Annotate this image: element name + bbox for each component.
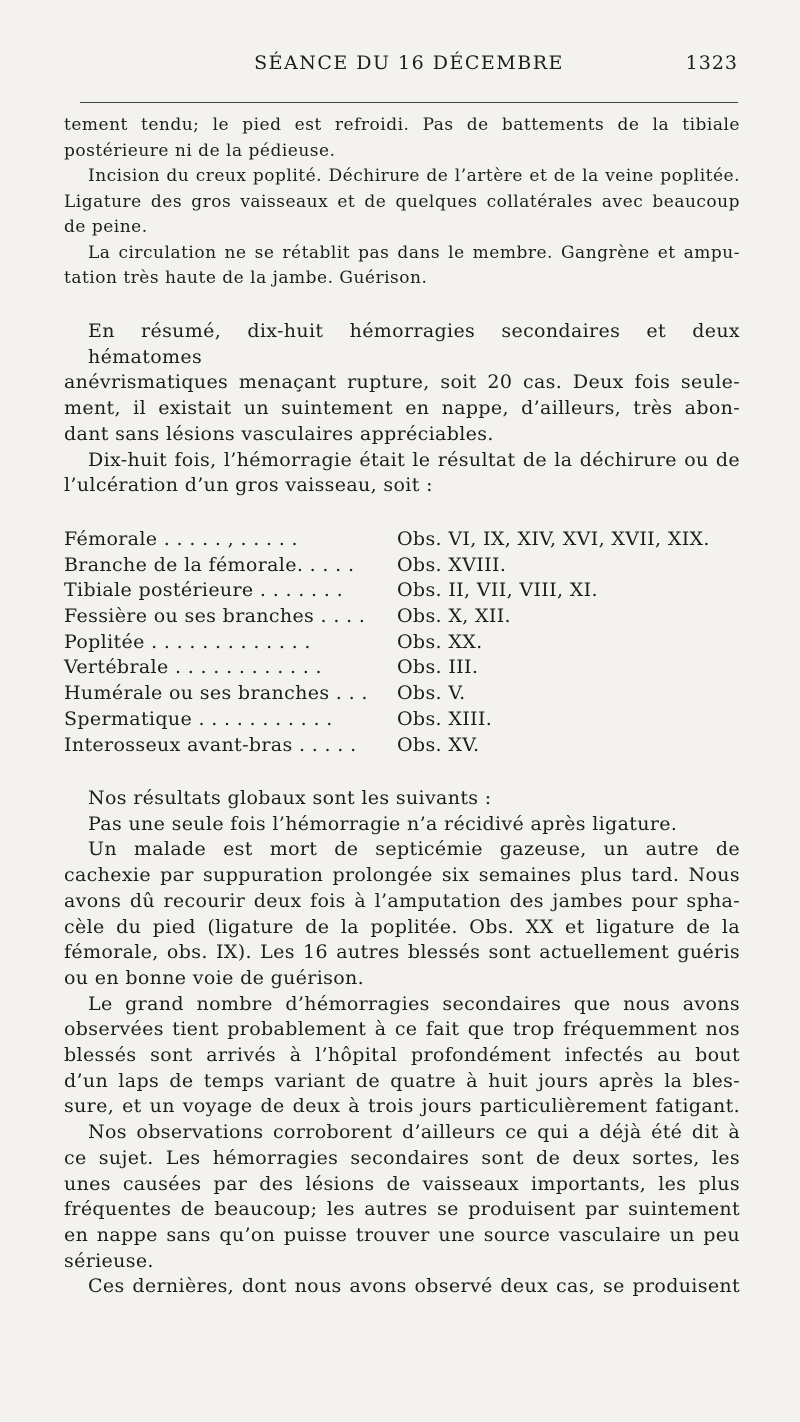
text-line: Le grand nombre d’hémorragies secondaires que nous avons	[88, 992, 740, 1015]
obs-list: Obs. VI, IX, XIV, XVI, XVII, XIX.	[397, 528, 710, 550]
text-line: tement tendu; le pied est refroidi. Pas de battements de la tibiale	[64, 115, 740, 135]
text-line: Un malade est mort de septicémie gazeuse, un autre de	[88, 838, 740, 861]
text-line: ou en bonne voie de guérison.	[64, 966, 364, 989]
text-line: En résumé, dix-huit hémorragies secondaires et deux hématomes	[88, 320, 740, 368]
vessel-name: Humérale ou ses branches . . .	[64, 682, 368, 705]
vessel-name: Spermatique . . . . . . . . . . .	[64, 707, 333, 730]
header-rule	[80, 102, 738, 103]
page-header	[80, 44, 738, 84]
running-head: SÉANCE DU 16 DÉCEMBRE	[254, 52, 564, 74]
results-text	[64, 786, 740, 1300]
table-row	[64, 631, 754, 657]
page-number: 1323	[685, 52, 738, 74]
text-line: Dix-huit fois, l’hémorragie était le résultat de la déchirure ou de	[88, 448, 740, 471]
text-line: avons dû recourir deux fois à l’amputation des jambes pour spha-	[64, 889, 740, 912]
table-row	[64, 708, 754, 734]
table-row	[64, 682, 754, 708]
table-row	[64, 656, 754, 682]
summary-paragraph	[64, 319, 740, 499]
vessel-name: Interosseux avant-bras . . . . .	[64, 733, 357, 756]
text-line: Incision du creux poplité. Déchirure de l’artère et de la veine poplitée.	[88, 166, 740, 186]
text-line: Pas une seule fois l’hémorragie n’a récidivé après ligature.	[88, 812, 678, 835]
obs-list: Obs. X, XII.	[397, 605, 511, 628]
table-row	[64, 734, 754, 760]
obs-list: Obs. II, VII, VIII, XI.	[397, 579, 598, 602]
text-line: fréquentes de beaucoup; les autres se produisent par suintement	[64, 1198, 740, 1221]
text-line: Nos résultats globaux sont les suivants :	[88, 787, 492, 809]
text-line: cachexie par suppuration prolongée six semaines plus tard. Nous	[64, 864, 740, 887]
obs-list: Obs. XVIII.	[397, 553, 507, 576]
vessel-name: Poplitée . . . . . . . . . . . . .	[64, 630, 311, 653]
obs-list: Obs. V.	[397, 682, 466, 705]
text-line: cèle du pied (ligature de la poplitée. Obs. XX et ligature de la	[64, 915, 740, 938]
text-line: La circulation ne se rétablit pas dans le membre. Gangrène et ampu-	[88, 242, 740, 263]
obs-list: Obs. XX.	[397, 630, 483, 653]
obs-list: Obs. III.	[397, 656, 479, 679]
table-row	[64, 579, 754, 605]
vessel-name: Branche de la fémorale. . . . .	[64, 553, 355, 576]
table-row	[64, 554, 754, 580]
text-line: blessés sont arrivés à l’hôpital profondément infectés au bout	[64, 1044, 740, 1067]
text-line: en nappe sans qu’on puisse trouver une source vasculaire un peu	[64, 1223, 740, 1246]
text-line: anévrismatiques menaçant rupture, soit 20 cas. Deux fois seule-	[64, 371, 740, 394]
text-line: Ces dernières, dont nous avons observé deux cas, se produisent	[88, 1275, 740, 1298]
observation-text	[64, 113, 740, 292]
vessel-name: Vertébrale . . . . . . . . . . . .	[64, 656, 322, 679]
vessel-name: Fessière ou ses branches . . . .	[64, 605, 366, 628]
text-line: unes causées par des lésions de vaisseaux importants, les plus	[64, 1172, 740, 1195]
text-line: observées tient probablement à ce fait que trop fréquemment nos	[64, 1018, 740, 1041]
text-line: l’ulcération d’un gros vaisseau, soit :	[64, 474, 433, 497]
text-line: sérieuse.	[64, 1249, 154, 1272]
text-line: ment, il existait un suintement en nappe, d’ailleurs, très abon-	[64, 397, 740, 420]
table-row	[64, 528, 754, 554]
text-line: de peine.	[64, 217, 148, 237]
text-line: sure, et un voyage de deux à trois jours particulièrement fatigant.	[64, 1095, 740, 1118]
text-line: Ligature des gros vaisseaux et de quelques collatérales avec beaucoup	[64, 191, 740, 212]
text-line: fémorale, obs. IX). Les 16 autres blessés sont actuellement guéris	[64, 941, 740, 964]
text-line: dant sans lésions vasculaires appréciables.	[64, 422, 494, 445]
text-line: d’un laps de temps variant de quatre à huit jours après la bles-	[64, 1069, 740, 1092]
obs-list: Obs. XIII.	[397, 707, 493, 730]
text-line: ce sujet. Les hémorragies secondaires sont de deux sortes, les	[64, 1146, 740, 1169]
vessel-name: Tibiale postérieure . . . . . . .	[64, 579, 343, 602]
text-line: tation très haute de la jambe. Guérison.	[64, 268, 428, 288]
obs-list: Obs. XV.	[397, 733, 480, 756]
vessel-name: Fémorale . . . . . , . . . . .	[64, 528, 298, 550]
text-line: Nos observations corroborent d’ailleurs ce qui a déjà été dit à	[88, 1121, 740, 1144]
table-row	[64, 605, 754, 631]
vessel-table	[64, 528, 754, 759]
text-line: postérieure ni de la pédieuse.	[64, 140, 336, 161]
